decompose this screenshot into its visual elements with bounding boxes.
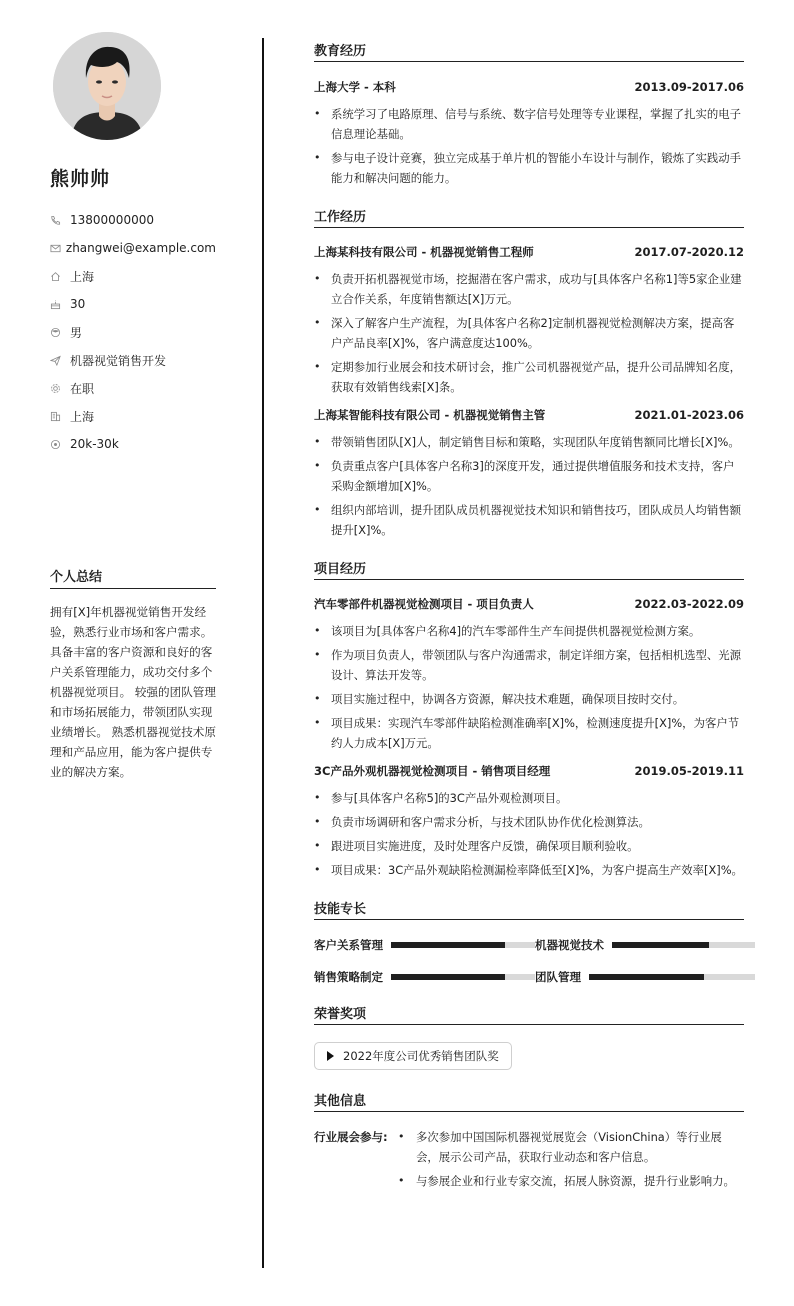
skill-bar	[589, 974, 755, 980]
sidebar	[50, 32, 216, 779]
list-item: • 与参展企业和行业专家交流，拓展人脉资源，提升行业影响力。	[398, 1171, 744, 1191]
entry-header	[314, 244, 744, 260]
email-text: zhangwei@example.com	[65, 241, 216, 255]
entry-heading: 汽车零部件机器视觉检测项目 - 项目负责人	[314, 597, 534, 611]
entry-header	[314, 763, 744, 779]
skill-fill	[612, 942, 709, 948]
info-job-target	[50, 346, 216, 374]
age-text: 30	[70, 297, 86, 311]
entry-date: 2022.03-2022.09	[634, 597, 744, 611]
other-info-row	[314, 1127, 744, 1195]
entry-heading: 上海某智能科技有限公司 - 机器视觉销售主管	[314, 408, 546, 422]
play-triangle-icon	[327, 1051, 334, 1061]
skill-item	[314, 969, 535, 985]
other-label: 行业展会参与:	[314, 1130, 388, 1144]
entry-heading: 3C产品外观机器视觉检测项目 - 销售项目经理	[314, 764, 551, 778]
home-icon	[50, 268, 70, 284]
list-item: • 跟进项目实施进度，及时处理客户反馈，确保项目顺利验收。	[314, 836, 744, 856]
award-label: 2022年度公司优秀销售团队奖	[343, 1049, 499, 1063]
bullet-list	[314, 104, 744, 188]
skill-item	[535, 937, 755, 953]
skill-label: 机器视觉技术	[535, 938, 604, 952]
bullet-list	[398, 1127, 744, 1195]
info-email	[50, 234, 216, 262]
info-location	[50, 262, 216, 290]
list-item: • 负责市场调研和客户需求分析，与技术团队协作优化检测算法。	[314, 812, 744, 832]
education-section	[314, 40, 744, 188]
bullet-list	[314, 788, 744, 880]
send-icon	[50, 352, 70, 368]
list-item: • 该项目为[具体客户名称4]的汽车零部件生产车间提供机器视觉检测方案。	[314, 621, 744, 641]
summary-title: 个人总结	[50, 566, 216, 589]
list-item: • 带领销售团队[X]人，制定销售目标和策略，实现团队年度销售额同比增长[X]%。	[314, 432, 744, 452]
skills-section	[314, 898, 744, 985]
contact-info	[50, 206, 216, 458]
projects-section	[314, 558, 744, 880]
skill-item	[535, 969, 755, 985]
list-item: • 负责重点客户[具体客户名称3]的深度开发，通过提供增值服务和技术支持，客户采购金额增加[X]%。	[314, 456, 744, 496]
skill-item	[314, 937, 535, 953]
entry-date: 2021.01-2023.06	[634, 408, 744, 422]
skill-bar	[612, 942, 755, 948]
award-list	[314, 1042, 744, 1070]
entry-header	[314, 596, 744, 612]
cake-icon	[50, 296, 70, 312]
info-gender	[50, 318, 216, 346]
list-item: • 项目实施过程中，协调各方资源，解决技术难题，确保项目按时交付。	[314, 689, 744, 709]
gender-icon	[50, 324, 70, 340]
list-item: • 参与[具体客户名称5]的3C产品外观检测项目。	[314, 788, 744, 808]
location-text: 上海	[70, 269, 95, 284]
awards-section	[314, 1003, 744, 1070]
city-text: 上海	[70, 409, 95, 424]
gear-icon	[50, 380, 70, 396]
entry-date: 2013.09-2017.06	[634, 80, 744, 94]
entry-header	[314, 79, 744, 95]
award-toggle[interactable]	[314, 1042, 512, 1070]
coin-icon	[50, 436, 70, 452]
skill-fill	[589, 974, 704, 980]
other-section	[314, 1090, 744, 1195]
skill-fill	[391, 942, 505, 948]
main-content	[314, 40, 744, 1195]
skill-label: 团队管理	[535, 970, 581, 984]
skill-label: 客户关系管理	[314, 938, 383, 952]
skills-grid	[314, 937, 744, 985]
bullet-list	[314, 269, 744, 397]
skill-bar	[391, 974, 535, 980]
entry-heading: 上海大学 - 本科	[314, 80, 396, 94]
entry-date: 2019.05-2019.11	[634, 764, 744, 778]
skill-fill	[391, 974, 505, 980]
status-text: 在职	[70, 381, 95, 396]
list-item: • 项目成果：实现汽车零部件缺陷检测准确率[X]%，检测速度提升[X]%，为客户节约人力成本[X]万元。	[314, 713, 744, 753]
avatar	[53, 32, 161, 140]
work-section	[314, 206, 744, 540]
info-phone	[50, 206, 216, 234]
job-target-text: 机器视觉销售开发	[70, 353, 167, 368]
bullet-list	[314, 432, 744, 540]
info-age	[50, 290, 216, 318]
section-title: 技能专长	[314, 898, 744, 920]
entry-header	[314, 407, 744, 423]
list-item: • 系统学习了电路原理、信号与系统、数字信号处理等专业课程，掌握了扎实的电子信息理论基础。	[314, 104, 744, 144]
summary-text: 拥有[X]年机器视觉销售开发经验，熟悉行业市场和客户需求。 具备丰富的客户资源和良好的客户关系管理能力，成功交付多个机器视觉项目。 较强的团队管理和市场拓展能力，带领团队实现业绩增长。 熟悉机器视觉技术原理和产品应用，能为客户提供专业的解决方案。	[50, 605, 216, 779]
phone-icon	[50, 212, 70, 228]
info-salary	[50, 430, 216, 458]
salary-text: 20k-30k	[70, 437, 119, 451]
section-title: 荣誉奖项	[314, 1003, 744, 1025]
entry-date: 2017.07-2020.12	[634, 245, 744, 259]
list-item: • 组织内部培训，提升团队成员机器视觉技术知识和销售技巧，团队成员人均销售额提升[X]%。	[314, 500, 744, 540]
entry-heading: 上海某科技有限公司 - 机器视觉销售工程师	[314, 245, 534, 259]
section-title: 项目经历	[314, 558, 744, 580]
section-title: 其他信息	[314, 1090, 744, 1112]
info-city	[50, 402, 216, 430]
list-item: • 作为项目负责人，带领团队与客户沟通需求，制定详细方案，包括相机选型、光源设计、算法开发等。	[314, 645, 744, 685]
phone-text: 13800000000	[70, 213, 154, 227]
info-status	[50, 374, 216, 402]
section-title: 工作经历	[314, 206, 744, 228]
skill-label: 销售策略制定	[314, 970, 383, 984]
section-title: 教育经历	[314, 40, 744, 62]
list-item: • 深入了解客户生产流程，为[具体客户名称2]定制机器视觉检测解决方案，提高客户产品良率[X]%，客户满意度达100%。	[314, 313, 744, 353]
list-item: • 负责开拓机器视觉市场，挖掘潜在客户需求，成功与[具体客户名称1]等5家企业建立合作关系，年度销售额达[X]万元。	[314, 269, 744, 309]
gender-text: 男	[70, 325, 83, 340]
candidate-name: 熊帅帅	[50, 168, 111, 190]
bullet-list	[314, 621, 744, 753]
list-item: • 项目成果：3C产品外观缺陷检测漏检率降低至[X]%，为客户提高生产效率[X]%。	[314, 860, 744, 880]
list-item: • 多次参加中国国际机器视觉展览会（VisionChina）等行业展会，展示公司产品，获取行业动态和客户信息。	[398, 1127, 744, 1167]
list-item: • 参与电子设计竞赛，独立完成基于单片机的智能小车设计与制作，锻炼了实践动手能力和解决问题的能力。	[314, 148, 744, 188]
skill-bar	[391, 942, 535, 948]
list-item: • 定期参加行业展会和技术研讨会，推广公司机器视觉产品，提升公司品牌知名度，获取有效销售线索[X]条。	[314, 357, 744, 397]
column-divider	[262, 38, 264, 1268]
building-icon	[50, 408, 70, 424]
mail-icon	[50, 240, 66, 256]
